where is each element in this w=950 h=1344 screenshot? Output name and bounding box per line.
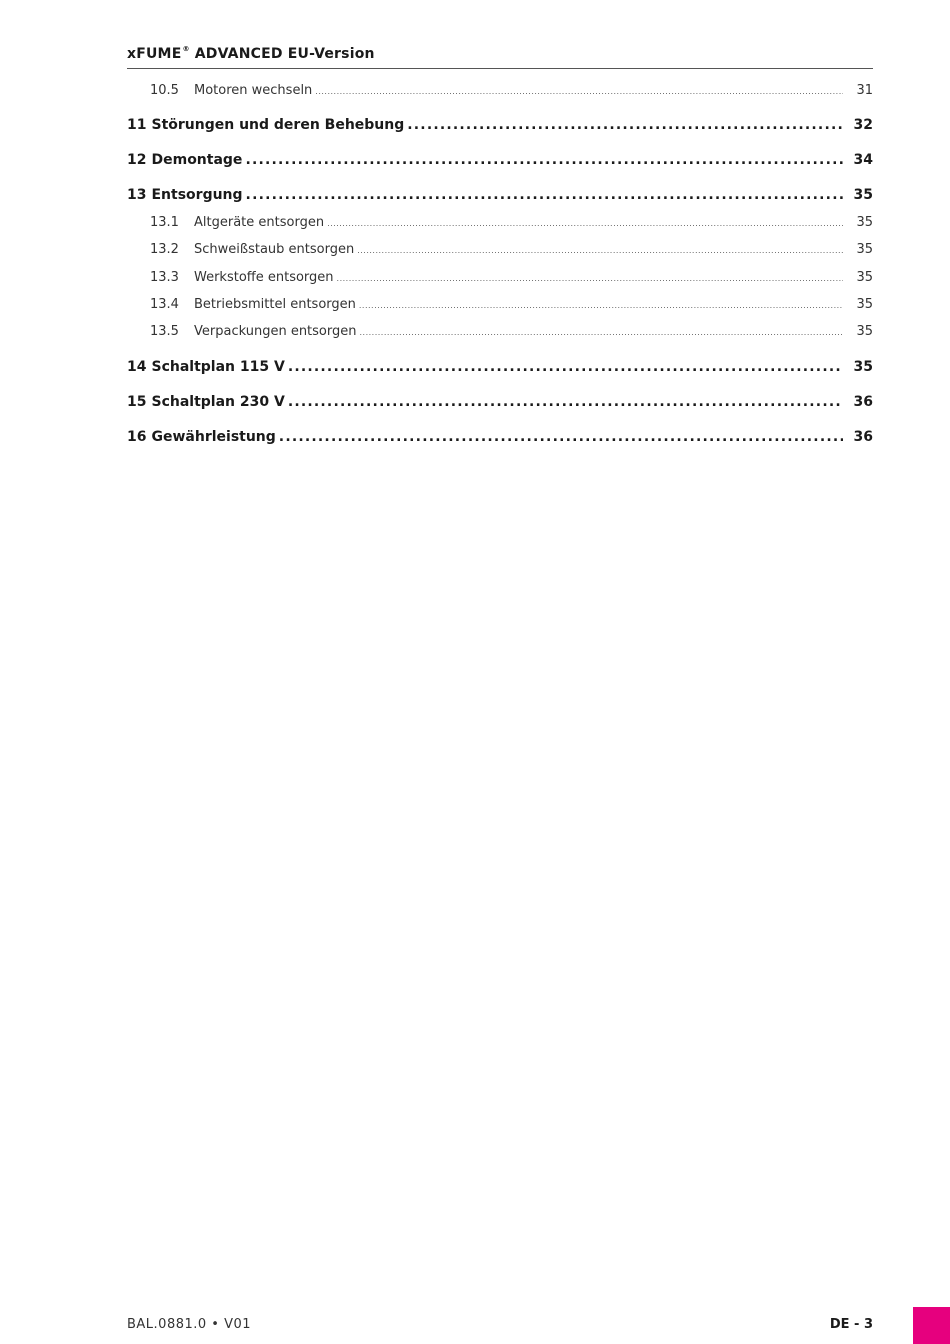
dot-leader xyxy=(357,246,843,255)
toc-entry-title: Schaltplan 115 V xyxy=(151,359,285,375)
toc-entry-number: 13.2 xyxy=(150,242,179,257)
toc-entry-page: 34 xyxy=(853,152,873,168)
dot-leader xyxy=(279,429,843,445)
toc-entry-11[interactable] xyxy=(127,117,873,133)
toc-entry-13-5[interactable] xyxy=(127,324,873,339)
toc-entry-page: 36 xyxy=(853,429,873,445)
toc-entry-number: 13 xyxy=(127,187,147,203)
dot-leader xyxy=(360,328,844,337)
toc-entry-13-2[interactable] xyxy=(127,242,873,257)
dot-leader xyxy=(337,274,843,283)
toc-entry-title: Verpackungen entsorgen xyxy=(194,324,357,339)
toc-entry-number: 15 xyxy=(127,394,147,410)
toc-entry-page: 32 xyxy=(853,117,873,133)
dot-leader xyxy=(246,187,843,203)
toc-entry-10-5[interactable] xyxy=(127,83,873,98)
dot-leader xyxy=(245,152,843,168)
toc-entry-13-1[interactable] xyxy=(127,215,873,230)
toc-entry-title: Entsorgung xyxy=(151,187,243,203)
toc-entry-page: 35 xyxy=(856,242,873,257)
toc-entry-16[interactable] xyxy=(127,429,873,445)
toc-entry-title: Demontage xyxy=(151,152,243,168)
toc-entry-12[interactable] xyxy=(127,152,873,168)
document-header xyxy=(127,45,873,69)
toc-entry-number: 12 xyxy=(127,152,147,168)
toc-entry-title: Motoren wechseln xyxy=(194,83,313,98)
toc-entry-title: Schaltplan 230 V xyxy=(151,394,285,410)
toc-entry-number: 13.5 xyxy=(150,324,179,339)
toc-entry-15[interactable] xyxy=(127,394,873,410)
toc-entry-number: 14 xyxy=(127,359,147,375)
toc-entry-13[interactable] xyxy=(127,187,873,203)
toc-entry-page: 35 xyxy=(856,297,873,312)
toc-entry-title: Betriebsmittel entsorgen xyxy=(194,297,356,312)
toc-entry-number: 16 xyxy=(127,429,147,445)
chapter-tab-marker xyxy=(913,1307,950,1344)
toc-entry-number: 10.5 xyxy=(150,83,179,98)
toc-entry-page: 35 xyxy=(856,324,873,339)
toc-entry-14[interactable] xyxy=(127,359,873,375)
dot-leader xyxy=(315,87,843,96)
toc-entry-title: Altgeräte entsorgen xyxy=(194,215,325,230)
toc-entry-13-3[interactable] xyxy=(127,270,873,285)
dot-leader xyxy=(407,117,843,133)
toc-entry-number: 11 xyxy=(127,117,147,133)
toc-entry-number: 13.4 xyxy=(150,297,179,312)
toc-entry-number: 13.1 xyxy=(150,215,179,230)
header-title-pre: xFUME xyxy=(127,46,182,62)
dot-leader xyxy=(327,219,843,228)
dot-leader xyxy=(288,359,843,375)
page-number: DE - 3 xyxy=(829,1317,873,1332)
toc-entry-page: 31 xyxy=(856,83,873,98)
toc-entry-title: Störungen und deren Behebung xyxy=(151,117,405,133)
toc-entry-page: 36 xyxy=(853,394,873,410)
document-code: BAL.0881.0 • V01 xyxy=(127,1317,252,1332)
toc-entry-13-4[interactable] xyxy=(127,297,873,312)
toc-entry-title: Werkstoffe entsorgen xyxy=(194,270,334,285)
toc-entry-number: 13.3 xyxy=(150,270,179,285)
toc-entry-page: 35 xyxy=(853,359,873,375)
toc-entry-title: Schweißstaub entsorgen xyxy=(194,242,355,257)
toc-entry-page: 35 xyxy=(853,187,873,203)
toc-entry-page: 35 xyxy=(856,215,873,230)
toc-entry-title: Gewährleistung xyxy=(151,429,276,445)
toc-entry-page: 35 xyxy=(856,270,873,285)
header-title-post: ADVANCED EU-Version xyxy=(189,46,375,62)
dot-leader xyxy=(359,301,843,310)
registered-mark: ® xyxy=(182,45,190,53)
dot-leader xyxy=(288,394,843,410)
